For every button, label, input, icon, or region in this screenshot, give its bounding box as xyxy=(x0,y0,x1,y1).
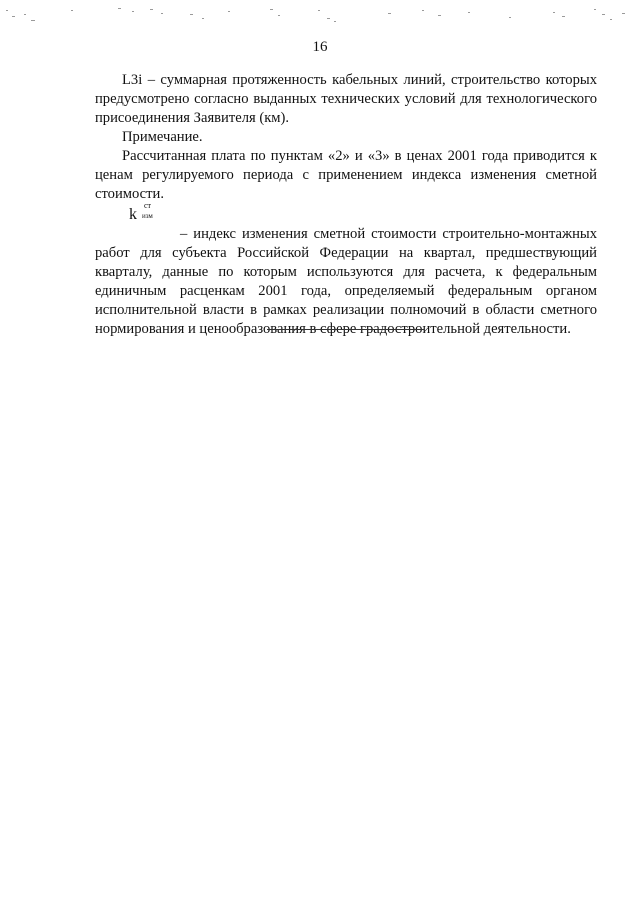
note-paragraph: Рассчитанная плата по пунктам «2» и «3» в ценах 2001 года приводится к ценам регулируемого периода с применением индекса изменения сметной стоимости. xyxy=(95,148,597,202)
formula-symbol: k xyxy=(129,206,137,223)
end-of-section-divider xyxy=(267,329,424,330)
formula-subscript: изм xyxy=(142,212,153,220)
formula-superscript: ст xyxy=(144,201,152,210)
index-definition-paragraph: – индекс изменения сметной стоимости строительно-монтажных работ для субъекта Российской Федерации на квартал, предшествующий кварталу, данные по которым используются для расчета, к федеральным единичным расценкам 2001 года, определяемый федеральным органом исполнительной власти в рамках реализации полномочий в области сметного нормирования и ценообразования в сфере градостроительной деятельности. xyxy=(95,226,597,337)
note-label: Примечание. xyxy=(122,129,203,145)
document-body xyxy=(95,71,597,339)
index-formula xyxy=(95,201,597,225)
page-number: 16 xyxy=(312,39,328,55)
scan-artifact-strip xyxy=(0,6,640,26)
l3i-definition-paragraph: L3i – суммарная протяженность кабельных линий, строительство которых предусмотрено согласно выданных технических условий для технологического присоединения Заявителя (км). xyxy=(95,72,597,126)
